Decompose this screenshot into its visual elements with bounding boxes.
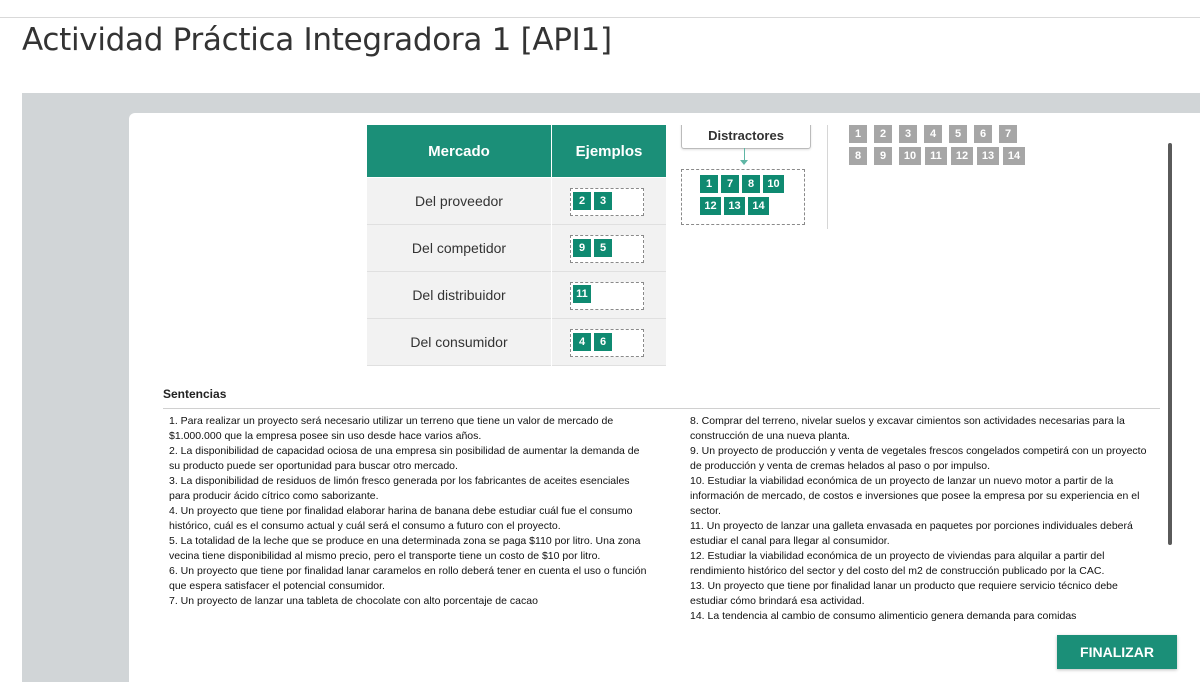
vertical-scrollbar[interactable]	[1168, 143, 1172, 545]
sentence-item: 5. La totalidad de la leche que se produce en una determinada zona se paga $110 por litro. Una zona vecina tiene disponibilidad al mismo precio, pero el transporte tiene un costo de $10 por litro.	[169, 535, 641, 562]
drop-zone-distractores[interactable]	[681, 169, 805, 225]
sentencias-column-left	[169, 414, 651, 609]
sentencias-divider	[163, 408, 1160, 409]
sentence-item: 6. Un proyecto que tiene por finalidad lanar caramelos en rollo deberá tener en cuenta el uso o función que espera satisfacer el potencial consumidor.	[169, 565, 647, 592]
bank-tile[interactable]: 8	[849, 147, 867, 165]
header-mercado: Mercado	[367, 125, 551, 177]
sentencias-column-right	[690, 414, 1150, 624]
sentence-item: 7. Un proyecto de lanzar una tableta de chocolate con alto porcentaje de cacao	[169, 595, 538, 607]
row-label-distribuidor: Del distribuidor	[367, 272, 551, 319]
sentence-item: 10. Estudiar la viabilidad económica de un proyecto de lanzar un nuevo motor a partir de la información de mercado, de costos e inversiones que posee la empresa por su experiencia en el sector.	[690, 475, 1140, 517]
page-title: Actividad Práctica Integradora 1 [API1]	[22, 22, 612, 58]
bank-tile[interactable]: 13	[977, 147, 999, 165]
bank-tile[interactable]: 10	[899, 147, 921, 165]
row-label-competidor: Del competidor	[367, 225, 551, 272]
answer-tile[interactable]: 6	[594, 333, 612, 351]
arrow-head-icon	[740, 160, 748, 165]
distractor-tile[interactable]: 12	[700, 197, 721, 215]
row-examples-competidor	[552, 225, 666, 272]
row-examples-consumidor	[552, 319, 666, 366]
bank-tile[interactable]: 5	[949, 125, 967, 143]
answer-tile[interactable]: 9	[573, 239, 591, 257]
bank-tile[interactable]: 6	[974, 125, 992, 143]
sentence-item: 3. La disponibilidad de residuos de limón fresco generada por los fabricantes de aceites esenciales para producir ácido cítrico como saborizante.	[169, 475, 630, 502]
drop-zone-consumidor[interactable]	[570, 329, 644, 357]
row-examples-distribuidor	[552, 272, 666, 319]
drop-zone-proveedor[interactable]	[570, 188, 644, 216]
answer-tile[interactable]: 5	[594, 239, 612, 257]
header-ejemplos: Ejemplos	[552, 125, 666, 177]
drop-zone-competidor[interactable]	[570, 235, 644, 263]
bank-tile[interactable]: 4	[924, 125, 942, 143]
column-divider	[827, 125, 828, 229]
sentence-item: 14. La tendencia al cambio de consumo alimenticio genera demanda para comidas	[690, 610, 1077, 622]
top-divider	[0, 17, 1200, 18]
bank-tile[interactable]: 2	[874, 125, 892, 143]
bank-tile[interactable]: 7	[999, 125, 1017, 143]
row-label-proveedor: Del proveedor	[367, 178, 551, 225]
sentence-item: 8. Comprar del terreno, nivelar suelos y excavar cimientos son actividades necesarias para la construcción de una nueva planta.	[690, 415, 1125, 442]
distractor-tile[interactable]: 1	[700, 175, 718, 193]
answer-tile[interactable]: 2	[573, 192, 591, 210]
row-examples-proveedor	[552, 178, 666, 225]
row-label-consumidor: Del consumidor	[367, 319, 551, 366]
activity-stage	[22, 93, 1200, 682]
answer-tile[interactable]: 4	[573, 333, 591, 351]
distractor-tile[interactable]: 14	[748, 197, 769, 215]
finalizar-button[interactable]: FINALIZAR	[1057, 635, 1177, 669]
sentence-item: 4. Un proyecto que tiene por finalidad elaborar harina de banana debe estudiar cuál fue el consumo histórico, cuál es el consumo actual y cuál será el consumo a futuro con el proyecto.	[169, 505, 633, 532]
distractor-tile[interactable]: 7	[721, 175, 739, 193]
bank-tile[interactable]: 3	[899, 125, 917, 143]
bank-tile[interactable]: 9	[874, 147, 892, 165]
distractor-tile[interactable]: 13	[724, 197, 745, 215]
drop-zone-distribuidor[interactable]	[570, 282, 644, 310]
bank-tile[interactable]: 11	[925, 147, 947, 165]
answer-tile[interactable]: 3	[594, 192, 612, 210]
distractor-tile[interactable]: 8	[742, 175, 760, 193]
sentence-item: 1. Para realizar un proyecto será necesario utilizar un terreno que tiene un valor de mercado de $1.000.000 que la empresa posee sin uso desde hace varios años.	[169, 415, 614, 442]
activity-content	[141, 125, 1177, 630]
bank-tile[interactable]: 14	[1003, 147, 1025, 165]
sentence-item: 11. Un proyecto de lanzar una galleta envasada en paquetes por porciones individuales deberá estudiar el canal para llegar al consumidor.	[690, 520, 1133, 547]
activity-card	[129, 113, 1200, 682]
bank-tile[interactable]: 12	[951, 147, 973, 165]
distractor-tile[interactable]: 10	[763, 175, 784, 193]
sentencias-title: Sentencias	[163, 387, 227, 401]
sentence-item: 13. Un proyecto que tiene por finalidad lanar un producto que requiere servicio técnico debe estudiar cómo brindará esa actividad.	[690, 580, 1118, 607]
answer-tile[interactable]: 11	[573, 285, 591, 303]
sentence-item: 12. Estudiar la viabilidad económica de un proyecto de viviendas para alquilar a partir del rendimiento histórico del sector y del costo del m2 de construcción publicado por la CAC.	[690, 550, 1105, 577]
sentence-item: 2. La disponibilidad de capacidad ociosa de una empresa sin posibilidad de aumentar la demanda de su producto puede ser oportunidad para buscar otro mercado.	[169, 445, 640, 472]
bank-tile[interactable]: 1	[849, 125, 867, 143]
sentence-item: 9. Un proyecto de producción y venta de vegetales frescos congelados competirá con un proyecto de producción y venta de cremas helados al paso o por impulso.	[690, 445, 1147, 472]
distractores-label: Distractores	[681, 125, 811, 149]
